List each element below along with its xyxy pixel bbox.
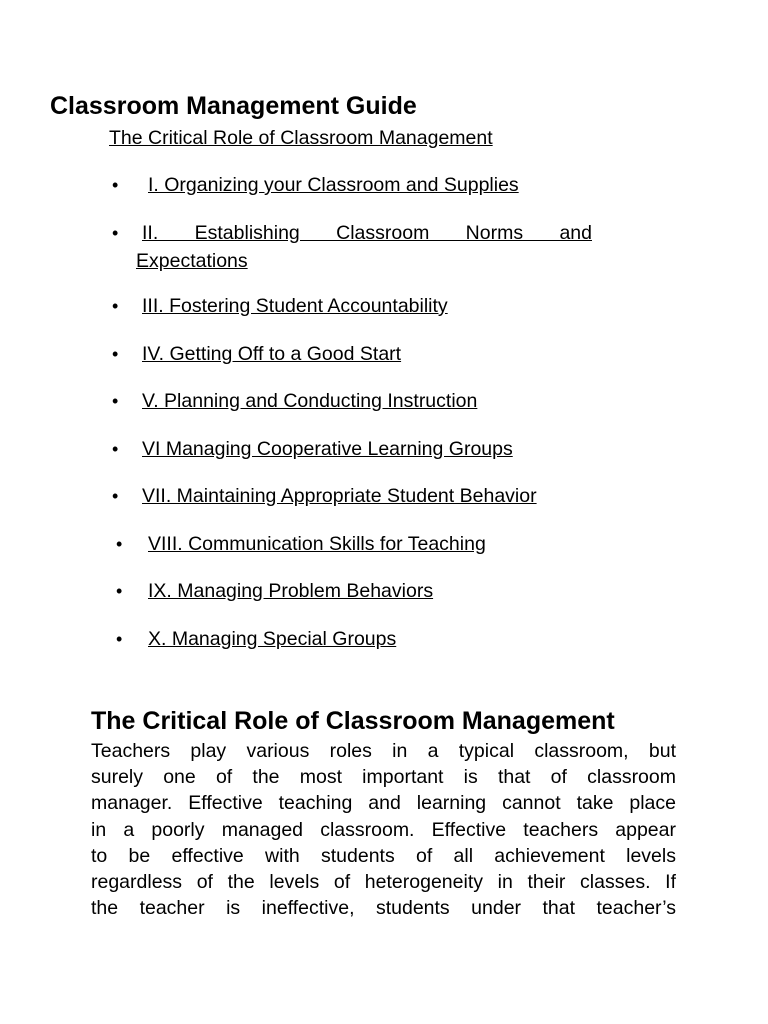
- toc-link-student-accountability[interactable]: III. Fostering Student Accountability: [142, 295, 448, 317]
- bullet-icon: •: [112, 223, 119, 243]
- bullet-icon: •: [112, 296, 119, 316]
- toc-link-good-start[interactable]: IV. Getting Off to a Good Start: [142, 343, 402, 365]
- toc-link-special-groups[interactable]: X. Managing Special Groups: [148, 628, 397, 650]
- bullet-icon: •: [116, 629, 123, 649]
- body-line: in a poorly managed classroom. Effective teachers appear: [91, 818, 676, 841]
- body-line: manager. Effective teaching and learning cannot take place: [91, 792, 676, 815]
- bullet-icon: •: [112, 486, 119, 506]
- body-line: Teachers play various roles in a typical classroom, but: [91, 740, 676, 762]
- bullet-icon: •: [112, 391, 119, 411]
- bullet-icon: •: [116, 581, 123, 601]
- bullet-icon: •: [112, 344, 119, 364]
- toc-link-organizing-classroom[interactable]: I. Organizing your Classroom and Supplies: [148, 174, 519, 196]
- document-title: Classroom Management Guide: [50, 92, 417, 120]
- bullet-icon: •: [112, 439, 119, 459]
- toc-link-establishing-norms-cont[interactable]: Expectations: [136, 250, 248, 272]
- toc-link-critical-role[interactable]: The Critical Role of Classroom Management: [109, 127, 493, 149]
- toc-link-planning-instruction[interactable]: V. Planning and Conducting Instruction: [142, 390, 478, 412]
- bullet-icon: •: [112, 175, 119, 195]
- section-heading: The Critical Role of Classroom Management: [91, 707, 615, 735]
- toc-link-problem-behaviors[interactable]: IX. Managing Problem Behaviors: [148, 580, 434, 602]
- section-body: [91, 738, 676, 921]
- toc-link-communication-skills[interactable]: VIII. Communication Skills for Teaching: [148, 533, 486, 555]
- toc-link-establishing-norms[interactable]: II. Establishing Classroom Norms and: [142, 222, 592, 244]
- body-line: to be effective with students of all achievement levels: [91, 844, 676, 867]
- toc-link-student-behavior[interactable]: VII. Maintaining Appropriate Student Behavior: [142, 485, 537, 507]
- body-line: the teacher is ineffective, students under that teacher’s: [91, 897, 676, 920]
- bullet-icon: •: [116, 534, 123, 554]
- body-line: surely one of the most important is that of classroom: [91, 766, 676, 789]
- toc-link-cooperative-groups[interactable]: VI Managing Cooperative Learning Groups: [142, 438, 513, 460]
- body-line: regardless of the levels of heterogeneity in their classes. If: [91, 870, 676, 893]
